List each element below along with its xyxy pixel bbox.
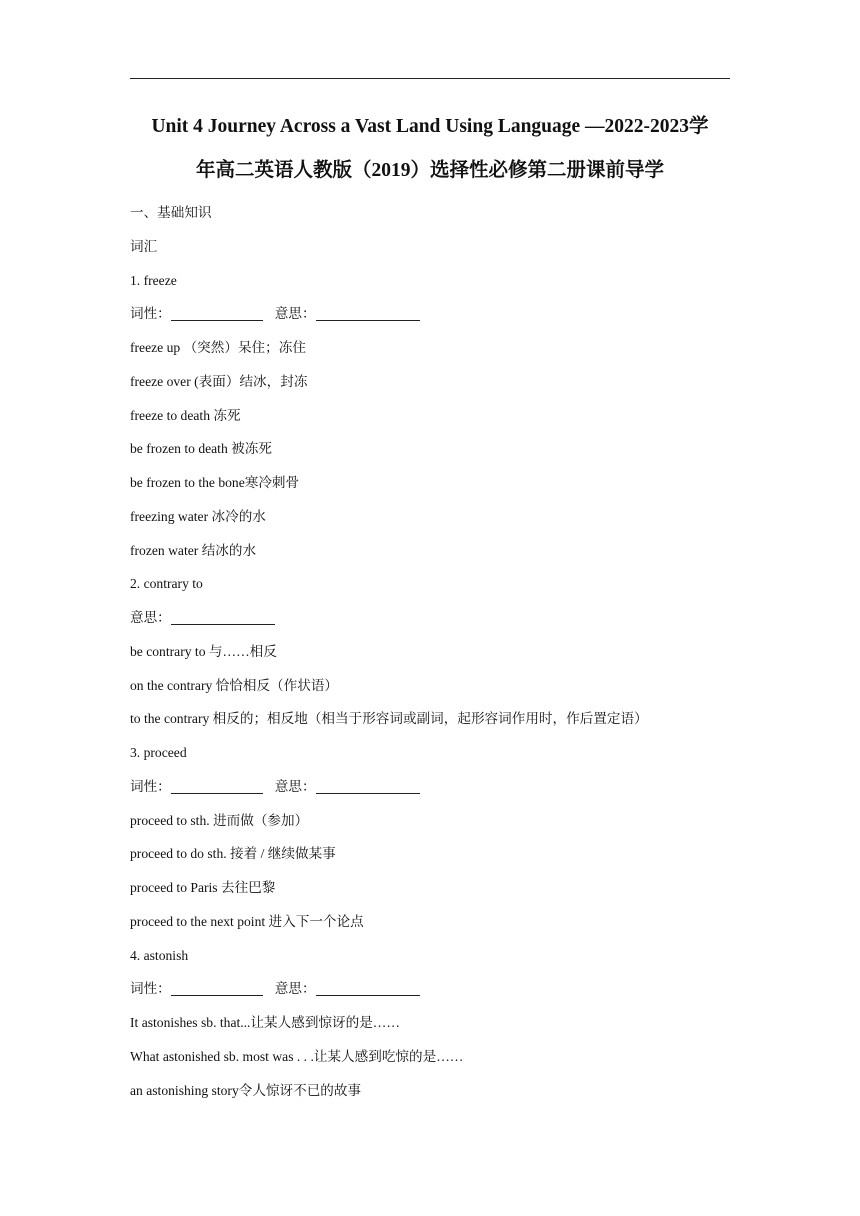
phrase-line: be frozen to the bone寒冷刺骨 — [130, 475, 300, 490]
vocab-heading-contrary: 2. contrary to — [130, 576, 203, 592]
phrase-line: freeze up （突然）呆住；冻住 — [130, 340, 306, 355]
phrase-line: freeze to death 冻死 — [130, 407, 241, 423]
fill-in-line-astonish — [130, 976, 750, 1010]
pos-label: 词性： — [130, 306, 171, 322]
phrase-line: proceed to sth. 进而做（参加） — [130, 812, 309, 828]
pos-label: 词性： — [130, 981, 171, 997]
fill-in-line-contrary — [130, 605, 750, 639]
phrase-line: proceed to do sth. 接着 / 继续做某事 — [130, 846, 336, 862]
header-rule — [130, 78, 730, 79]
pos-label: 词性： — [130, 778, 171, 794]
meaning-blank[interactable] — [316, 777, 420, 794]
meaning-blank[interactable] — [171, 608, 275, 625]
phrase-line: an astonishing story令人惊讶不已的故事 — [130, 1082, 362, 1098]
phrase-line: be contrary to 与……相反 — [130, 643, 277, 659]
meaning-label: 意思： — [274, 981, 316, 997]
meaning-blank[interactable] — [316, 304, 420, 321]
section-heading: 一、基础知识 — [130, 205, 212, 220]
document-title-line-2: 年高二英语人教版（2019）选择性必修第二册课前导学 — [195, 160, 664, 181]
content-body — [130, 200, 750, 1111]
phrase-line: freezing water 冰冷的水 — [130, 508, 266, 524]
vocab-heading-astonish: 4. astonish — [130, 947, 189, 963]
phrase-line: freeze over (表面）结冰，封冻 — [130, 373, 308, 389]
phrase-line: proceed to the next point 进入下一个论点 — [130, 913, 364, 929]
vocab-heading-freeze: 1. freeze — [130, 272, 177, 288]
phrase-line: on the contrary 恰恰相反（作状语） — [130, 677, 339, 693]
phrase-line: What astonished sb. most was . . .让某人感到吃惊的是…… — [130, 1048, 464, 1064]
phrase-line: to the contrary 相反的；相反地（相当于形容词或副词，起形容词作用时，作后置定语） — [130, 711, 648, 727]
phrase-line: proceed to Paris 去往巴黎 — [130, 880, 276, 895]
meaning-blank[interactable] — [316, 979, 420, 996]
pos-blank[interactable] — [171, 304, 263, 321]
pos-blank[interactable] — [171, 979, 263, 996]
phrase-line: It astonishes sb. that...让某人感到惊讶的是…… — [130, 1015, 400, 1030]
meaning-label: 意思： — [274, 306, 316, 322]
phrase-line: be frozen to death 被冻死 — [130, 441, 272, 457]
subsection-heading: 词汇 — [130, 238, 158, 254]
fill-in-line-proceed — [130, 774, 750, 808]
fill-in-line-freeze — [130, 301, 750, 335]
document-title-line-1: Unit 4 Journey Across a Vast Land Using Language —2022-2023学 — [151, 116, 709, 137]
vocab-heading-proceed: 3. proceed — [130, 745, 187, 760]
phrase-line: frozen water 结冰的水 — [130, 542, 257, 558]
meaning-label: 意思： — [274, 778, 316, 794]
meaning-label: 意思： — [130, 610, 171, 625]
pos-blank[interactable] — [171, 777, 263, 794]
